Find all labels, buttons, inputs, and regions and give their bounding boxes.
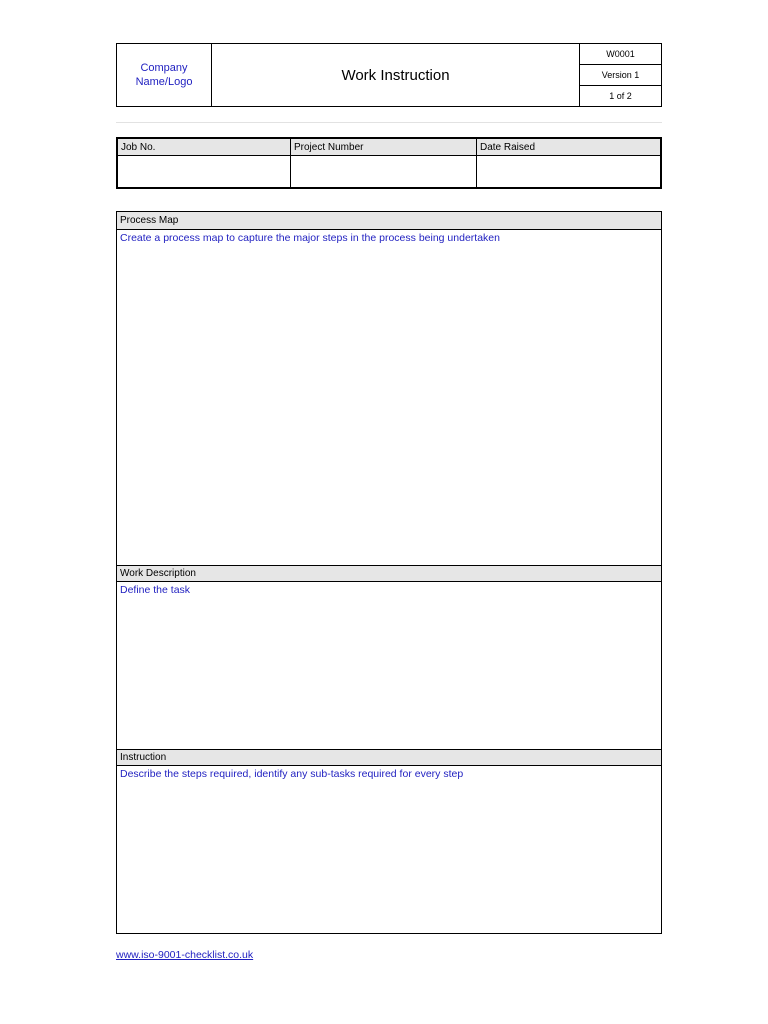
date-raised-header: Date Raised — [477, 139, 660, 156]
instruction-heading: Instruction — [117, 749, 661, 766]
job-details-table — [116, 137, 662, 189]
footer-website-link[interactable]: www.iso-9001-checklist.co.uk — [116, 949, 254, 961]
instruction-section — [116, 749, 662, 934]
process-map-section — [116, 211, 662, 565]
process-map-heading: Process Map — [117, 211, 661, 230]
document-meta — [580, 44, 661, 106]
document-title: Work Instruction — [212, 44, 580, 106]
work-description-prompt[interactable]: Define the task — [120, 584, 191, 596]
process-map-prompt[interactable]: Create a process map to capture the major steps in the process being undertaken — [120, 232, 500, 244]
date-raised-field[interactable] — [477, 156, 660, 187]
project-number-header: Project Number — [291, 139, 477, 156]
work-description-heading: Work Description — [117, 565, 661, 582]
project-number-field[interactable] — [291, 156, 477, 187]
instruction-prompt[interactable]: Describe the steps required, identify any sub-tasks required for every step — [120, 768, 464, 780]
page-number: 1 of 2 — [609, 91, 632, 101]
doc-code: W0001 — [580, 44, 661, 65]
job-no-header: Job No. — [118, 139, 291, 156]
header-separator — [116, 122, 662, 123]
company-logo-placeholder — [117, 44, 212, 106]
logo-line-1: Company — [140, 62, 188, 74]
job-no-field[interactable] — [118, 156, 291, 187]
work-description-section — [116, 565, 662, 749]
doc-version: Version 1 — [580, 65, 661, 86]
logo-line-2: Name/Logo — [135, 76, 193, 88]
document-header — [116, 43, 662, 107]
